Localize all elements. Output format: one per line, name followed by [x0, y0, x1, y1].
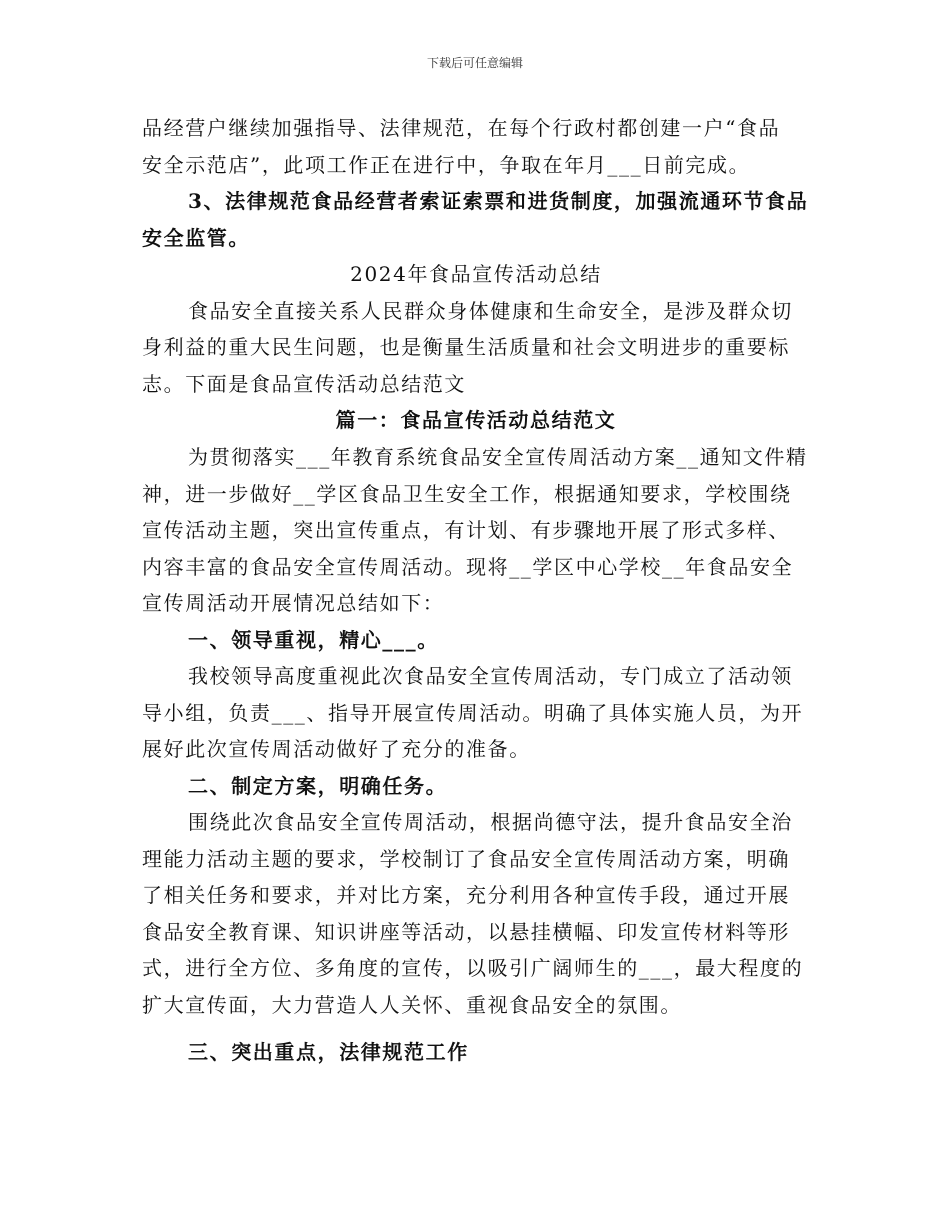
paragraph-line: 展好此次宣传周活动做好了充分的准备。 [142, 737, 531, 761]
paragraph-line: 宣传活动主题，突出宣传重点，有计划、有步骤地开展了形式多样、 [142, 518, 790, 542]
paragraph-line: 扩大宣传面，大力营造人人关怀、重视食品安全的氛围。 [142, 993, 682, 1017]
paragraph-line: 神，进一步做好__学区食品卫生安全工作，根据通知要求，学校围绕 [142, 482, 792, 506]
paragraph-line: 围绕此次食品安全宣传周活动，根据尚德守法，提升食品安全治 [188, 810, 793, 834]
paragraph-line: 宣传周活动开展情况总结如下： [142, 591, 445, 615]
section-heading: 三、突出重点，法律规范工作 [188, 1040, 469, 1064]
paragraph-line: 安全示范店”，此项工作正在进行中，争取在年月___日前完成。 [142, 153, 751, 177]
paragraph-line: 理能力活动主题的要求，学校制订了食品安全宣传周活动方案，明确 [142, 847, 790, 871]
section-heading: 3、法律规范食品经营者索证索票和进货制度，加强流通环节食品 [188, 189, 809, 213]
section-heading: 二、制定方案，明确任务。 [188, 774, 448, 798]
paragraph-line: 身利益的重大民生问题，也是衡量生活质量和社会文明进步的重要标 [142, 335, 790, 359]
article-title: 篇一：食品宣传活动总结范文 [335, 408, 617, 432]
paragraph-line: 志。下面是食品宣传活动总结范文 [142, 372, 466, 396]
paragraph-line: 导小组，负责___、指导开展宣传周活动。明确了具体实施人员，为开 [142, 701, 804, 725]
paragraph-line: 品经营户继续加强指导、法律规范，在每个行政村都创建一户“食品 [142, 116, 781, 140]
paragraph-line: 食品安全教育课、知识讲座等活动，以悬挂横幅、印发宣传材料等形 [142, 920, 790, 944]
section-heading: 一、领导重视，精心___。 [188, 628, 439, 652]
paragraph-line: 食品安全直接关系人民群众身体健康和生命安全，是涉及群众切 [188, 299, 793, 323]
section-heading: 安全监管。 [142, 226, 250, 250]
paragraph-line: 了相关任务和要求，并对比方案，充分利用各种宣传手段，通过开展 [142, 883, 790, 907]
paragraph-line: 为贯彻落实___年教育系统食品安全宣传周活动方案__通知文件精 [188, 445, 808, 469]
paragraph-line: 内容丰富的食品安全宣传周活动。现将__学区中心学校__年食品安全 [142, 555, 794, 579]
page-header-note: 下载后可任意编辑 [426, 56, 523, 70]
paragraph-line: 我校领导高度重视此次食品安全宣传周活动，专门成立了活动领 [188, 664, 793, 688]
document-title: 2024年食品宣传活动总结 [350, 262, 602, 286]
paragraph-line: 式，进行全方位、多角度的宣传，以吸引广阔师生的___，最大程度的 [142, 956, 804, 980]
